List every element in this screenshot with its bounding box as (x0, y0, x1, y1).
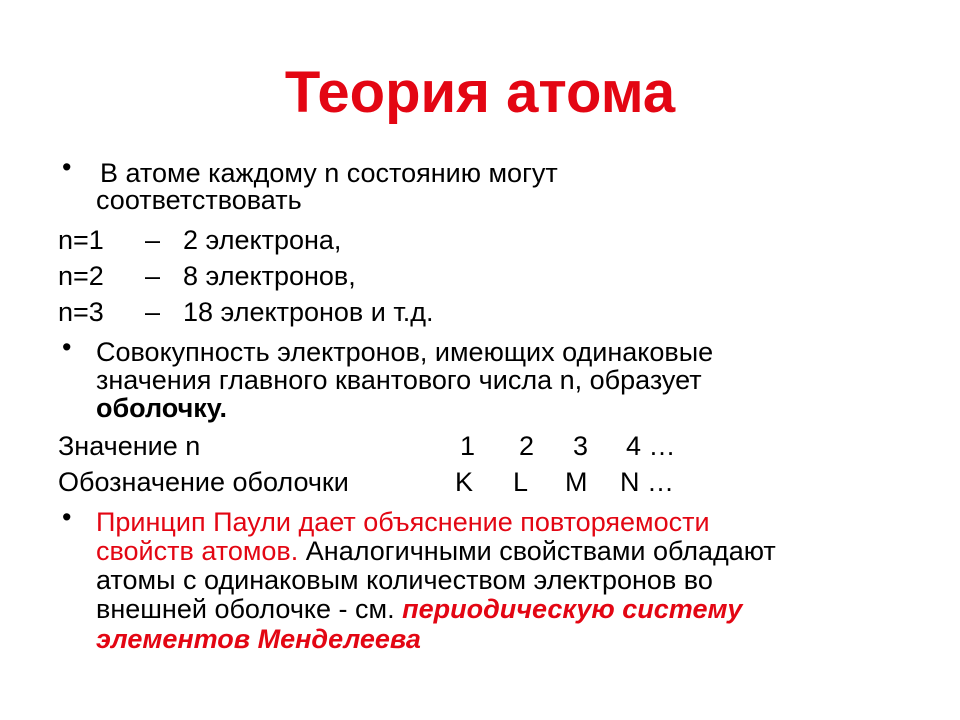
table-row2-value-3: M (565, 467, 588, 497)
table-row1-value-3: 3 (573, 431, 589, 461)
table-row2-value-1: K (455, 467, 474, 497)
slide-title: Теория атома (284, 60, 676, 125)
block3-line5: элементов Менделеева (96, 624, 421, 654)
bullet-mark-3: • (62, 502, 72, 532)
shell-count-3: 18 электронов и т.д. (183, 297, 434, 327)
block1-line2: соответствовать (96, 185, 302, 215)
block3-line2 (96, 536, 776, 566)
table-row1-label: Значение n (58, 431, 201, 461)
block3-line2-black: Аналогичными свойствами обладают (298, 536, 776, 566)
shell-n-2: n=2 (58, 261, 104, 291)
shell-dash-3: – (145, 297, 161, 327)
block3-line3: атомы с одинаковым количеством электронов во (96, 565, 713, 595)
block2-line2: значения главного квантового числа n, образует (96, 365, 702, 395)
table-row2-label: Обозначение оболочки (58, 467, 349, 497)
shell-n-1: n=1 (58, 225, 104, 255)
table-row2-value-2: L (513, 467, 529, 497)
shell-n-3: n=3 (58, 297, 104, 327)
shell-dash-1: – (145, 225, 161, 255)
shell-count-2: 8 электронов, (183, 261, 356, 291)
bullet-mark-1: • (62, 152, 72, 182)
table-row1-value-2: 2 (519, 431, 535, 461)
shell-count-1: 2 электрона, (183, 225, 342, 255)
block2-line1: Совокупность электронов, имеющих одинаковые (96, 337, 714, 367)
block1-line1: В атоме каждому n состоянию могут (100, 158, 558, 188)
periodic-system-link: периодическую систему (402, 594, 743, 624)
bullet-mark-2: • (62, 332, 72, 362)
table-row2-value-4: N … (620, 467, 674, 497)
table-row1-value-4: 4 … (626, 431, 676, 461)
block3-line4-black: внешней оболочке - см. (96, 594, 395, 624)
shell-dash-2: – (145, 261, 161, 291)
block2-line3: оболочку. (96, 393, 227, 423)
block3-line2-red: свойств атомов. (96, 536, 299, 566)
table-row1-value-1: 1 (460, 431, 476, 461)
block3-line1: Принцип Паули дает объяснение повторяемости (96, 507, 710, 537)
block3-line4 (96, 594, 742, 624)
